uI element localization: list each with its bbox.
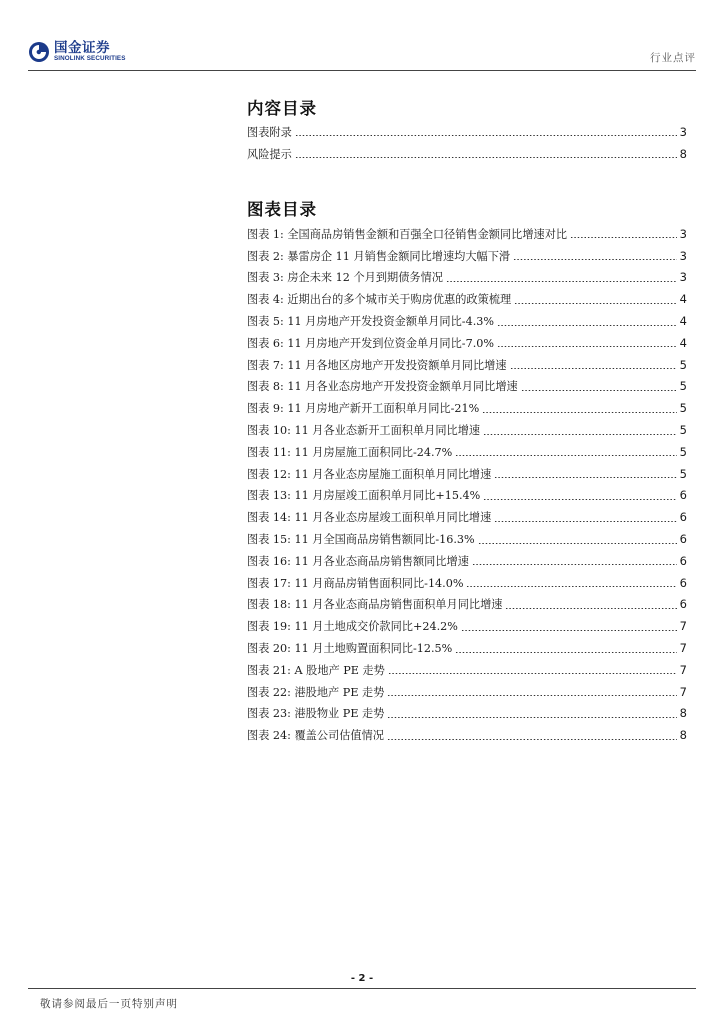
toc-entry[interactable] <box>247 267 687 289</box>
toc-entry-label: 图表 1: 全国商品房销售金额和百强全口径销售金额同比增速对比 <box>247 227 568 241</box>
toc-entry-label: 图表 2: 暴雷房企 11 月销售金额同比增速均大幅下滑 <box>247 249 511 263</box>
toc-entry-label: 图表 12: 11 月各业态房屋施工面积单月同比增速 <box>247 467 492 481</box>
dot-leader <box>494 476 676 479</box>
page-header <box>28 38 696 68</box>
footer-divider <box>28 988 696 989</box>
logo-english-name: SINOLINK SECURITIES <box>54 55 126 62</box>
toc-entry[interactable] <box>247 143 687 165</box>
toc-entry[interactable] <box>247 354 687 376</box>
toc-entry-label: 图表 15: 11 月全国商品房销售额同比-16.3% <box>247 533 475 547</box>
toc-entry-page: 5 <box>679 423 687 438</box>
contents-list <box>247 121 687 165</box>
toc-entry-page: 6 <box>679 553 687 568</box>
toc-entry-label: 图表 9: 11 月房地产新开工面积单月同比-21% <box>247 402 480 416</box>
footer-disclaimer: 敬请参阅最后一页特别声明 <box>40 998 178 1010</box>
toc-entry-page: 7 <box>679 684 687 699</box>
dot-leader <box>483 433 677 436</box>
toc-entry-page: 5 <box>679 466 687 481</box>
toc-entry[interactable] <box>247 485 687 507</box>
dot-leader <box>472 563 677 566</box>
toc-entry[interactable] <box>247 397 687 419</box>
dot-leader <box>497 324 677 327</box>
dot-leader <box>388 672 677 675</box>
toc-entry-label: 图表 8: 11 月各业态房地产开发投资金额单月同比增速 <box>247 380 518 394</box>
dot-leader <box>570 236 677 239</box>
toc-entry[interactable] <box>247 245 687 267</box>
toc-entry-label: 图表 10: 11 月各业态新开工面积单月同比增速 <box>247 424 481 438</box>
figures-list <box>247 223 687 746</box>
header-divider <box>28 70 696 71</box>
toc-entry-page: 5 <box>679 444 687 459</box>
company-logo <box>28 38 126 66</box>
toc-entry-label: 图表 3: 房企未来 12 个月到期债务情况 <box>247 271 443 285</box>
toc-entry-label: 图表 21: A 股地产 PE 走势 <box>247 663 385 677</box>
toc-entry[interactable] <box>247 506 687 528</box>
dot-leader <box>494 520 676 523</box>
toc-entry-label: 图表 18: 11 月各业态商品房销售面积单月同比增速 <box>247 598 503 612</box>
toc-entry-page: 6 <box>679 597 687 612</box>
toc-entry-page: 8 <box>679 706 687 721</box>
toc-entry[interactable] <box>247 310 687 332</box>
logo-chinese-name: 国金证券 <box>54 40 110 56</box>
toc-entry-label: 图表 24: 覆盖公司估值情况 <box>247 729 384 743</box>
toc-entry-page: 7 <box>679 641 687 656</box>
dot-leader <box>505 607 676 610</box>
toc-entry[interactable] <box>247 332 687 354</box>
toc-entry-label: 图表 6: 11 月房地产开发到位资金单月同比-7.0% <box>247 336 494 350</box>
toc-entry[interactable] <box>247 681 687 703</box>
toc-entry-label: 图表 17: 11 月商品房销售面积同比-14.0% <box>247 576 464 590</box>
toc-entry-page: 4 <box>679 314 687 329</box>
toc-entry-page: 3 <box>679 248 687 263</box>
toc-entry-label: 图表 13: 11 月房屋竣工面积单月同比+15.4% <box>247 489 481 503</box>
dot-leader <box>461 629 677 632</box>
toc-entry[interactable] <box>247 724 687 746</box>
toc-entry[interactable] <box>247 376 687 398</box>
dot-leader <box>466 585 676 588</box>
toc-entry-label: 图表附录 <box>247 125 292 139</box>
toc-entry[interactable] <box>247 121 687 143</box>
toc-entry-page: 5 <box>679 379 687 394</box>
toc-entry-label: 图表 5: 11 月房地产开发投资金额单月同比-4.3% <box>247 315 494 329</box>
toc-entry-page: 8 <box>679 146 687 161</box>
toc-entry-label: 图表 22: 港股地产 PE 走势 <box>247 685 385 699</box>
dot-leader <box>482 411 676 414</box>
dot-leader <box>521 389 677 392</box>
dot-leader <box>295 134 677 137</box>
toc-entry-label: 风险提示 <box>247 147 292 161</box>
toc-entry-label: 图表 14: 11 月各业态房屋竣工面积单月同比增速 <box>247 511 492 525</box>
toc-entry[interactable] <box>247 528 687 550</box>
toc-entry-label: 图表 16: 11 月各业态商品房销售额同比增速 <box>247 554 469 568</box>
toc-entry-page: 6 <box>679 575 687 590</box>
dot-leader <box>497 345 677 348</box>
toc-entry[interactable] <box>247 463 687 485</box>
page-number: - 2 - <box>350 973 374 984</box>
toc-entry-label: 图表 7: 11 月各地区房地产开发投资额单月同比增速 <box>247 358 507 372</box>
dot-leader <box>513 258 677 261</box>
toc-entry[interactable] <box>247 288 687 310</box>
toc-entry[interactable] <box>247 223 687 245</box>
dot-leader <box>478 542 677 545</box>
dot-leader <box>387 738 677 741</box>
toc-entry[interactable] <box>247 659 687 681</box>
dot-leader <box>510 367 677 370</box>
toc-entry-page: 3 <box>679 270 687 285</box>
toc-entry-page: 6 <box>679 510 687 525</box>
dot-leader <box>446 280 677 283</box>
toc-entry-page: 7 <box>679 662 687 677</box>
dot-leader <box>455 454 676 457</box>
toc-entry-page: 3 <box>679 124 687 139</box>
toc-entry[interactable] <box>247 637 687 659</box>
toc-entry[interactable] <box>247 441 687 463</box>
logo-mark-icon <box>28 41 50 63</box>
toc-entry-label: 图表 23: 港股物业 PE 走势 <box>247 707 385 721</box>
dot-leader <box>514 302 677 305</box>
toc-entry-label: 图表 11: 11 月房屋施工面积同比-24.7% <box>247 445 453 459</box>
toc-entry-label: 图表 19: 11 月土地成交价款同比+24.2% <box>247 620 458 634</box>
dot-leader <box>483 498 676 501</box>
toc-entry[interactable] <box>247 615 687 637</box>
toc-entry[interactable] <box>247 594 687 616</box>
toc-entry-page: 4 <box>679 335 687 350</box>
toc-entry-page: 7 <box>679 619 687 634</box>
dot-leader <box>455 651 676 654</box>
toc-entry-page: 6 <box>679 488 687 503</box>
toc-entry-page: 8 <box>679 728 687 743</box>
document-type: 行业点评 <box>650 52 696 64</box>
toc-entry-label: 图表 20: 11 月土地购置面积同比-12.5% <box>247 642 453 656</box>
toc-entry[interactable] <box>247 703 687 725</box>
toc-entry-page: 3 <box>679 226 687 241</box>
figures-title: 图表目录 <box>247 200 317 219</box>
toc-entry-page: 6 <box>679 532 687 547</box>
toc-entry-page: 5 <box>679 357 687 372</box>
toc-entry[interactable] <box>247 572 687 594</box>
toc-entry-page: 5 <box>679 401 687 416</box>
toc-entry[interactable] <box>247 419 687 441</box>
dot-leader <box>387 694 676 697</box>
dot-leader <box>387 716 676 719</box>
contents-title: 内容目录 <box>247 99 317 118</box>
toc-entry-label: 图表 4: 近期出台的多个城市关于购房优惠的政策梳理 <box>247 293 512 307</box>
toc-entry-page: 4 <box>679 292 687 307</box>
dot-leader <box>295 156 677 159</box>
toc-entry[interactable] <box>247 550 687 572</box>
